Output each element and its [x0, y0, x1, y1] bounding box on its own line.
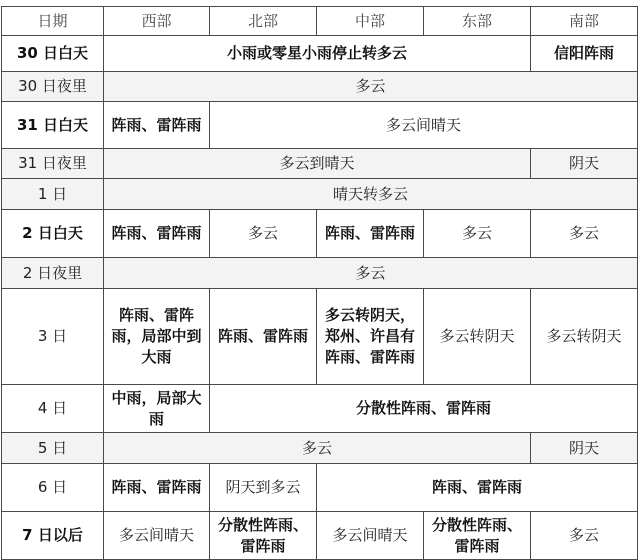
forecast-cell: 阴天: [531, 433, 638, 464]
forecast-cell: 分散性阵雨、雷阵雨: [210, 512, 317, 560]
forecast-cell: 多云转阴天，郑州、许昌有阵雨、雷阵雨: [317, 289, 424, 385]
forecast-cell: 阴天到多云: [210, 464, 317, 512]
forecast-cell: 分散性阵雨、雷阵雨: [424, 512, 531, 560]
table-row: [2, 512, 638, 560]
table-row: [2, 102, 638, 149]
forecast-cell: 阵雨、雷阵雨: [317, 210, 424, 258]
header-south: 南部: [531, 7, 638, 36]
forecast-cell: 阵雨、雷阵雨: [317, 464, 638, 512]
date-cell: 2 日白天: [2, 210, 104, 258]
forecast-cell: 多云: [424, 210, 531, 258]
date-cell: 30 日夜里: [2, 72, 104, 102]
date-cell: 6 日: [2, 464, 104, 512]
forecast-cell: 多云间晴天: [210, 102, 638, 149]
date-cell: 3 日: [2, 289, 104, 385]
forecast-cell: 多云: [210, 210, 317, 258]
table-row: [2, 464, 638, 512]
header-date: 日期: [2, 7, 104, 36]
forecast-cell: 多云转阴天: [424, 289, 531, 385]
forecast-cell: 阴天: [531, 149, 638, 179]
forecast-table-container: [1, 6, 638, 560]
forecast-cell: 阵雨、雷阵雨: [104, 102, 210, 149]
forecast-cell: 多云: [531, 512, 638, 560]
forecast-cell: 多云到晴天: [104, 149, 531, 179]
forecast-cell: 多云间晴天: [104, 512, 210, 560]
table-row: [2, 385, 638, 433]
table-row: [2, 179, 638, 210]
forecast-cell: 阵雨、雷阵雨: [104, 464, 210, 512]
forecast-cell: 中雨，局部大雨: [104, 385, 210, 433]
forecast-cell: 多云: [104, 258, 638, 289]
table-row: [2, 149, 638, 179]
header-west: 西部: [104, 7, 210, 36]
header-north: 北部: [210, 7, 317, 36]
table-row: [2, 72, 638, 102]
forecast-cell: 多云: [531, 210, 638, 258]
date-cell: 4 日: [2, 385, 104, 433]
table-row: [2, 433, 638, 464]
date-cell: 5 日: [2, 433, 104, 464]
forecast-cell: 多云转阴天: [531, 289, 638, 385]
table-row: [2, 210, 638, 258]
header-row: [2, 7, 638, 36]
forecast-cell: 多云: [104, 433, 531, 464]
forecast-cell: 多云: [104, 72, 638, 102]
date-cell: 31 日白天: [2, 102, 104, 149]
forecast-cell: 阵雨、雷阵雨，局部中到大雨: [104, 289, 210, 385]
date-cell: 30 日白天: [2, 36, 104, 72]
date-cell: 31 日夜里: [2, 149, 104, 179]
forecast-cell: 多云间晴天: [317, 512, 424, 560]
header-central: 中部: [317, 7, 424, 36]
date-cell: 7 日以后: [2, 512, 104, 560]
table-row: [2, 36, 638, 72]
forecast-cell: 小雨或零星小雨停止转多云: [104, 36, 531, 72]
table-row: [2, 289, 638, 385]
date-cell: 2 日夜里: [2, 258, 104, 289]
forecast-cell: 阵雨、雷阵雨: [210, 289, 317, 385]
forecast-cell: 分散性阵雨、雷阵雨: [210, 385, 638, 433]
forecast-cell: 信阳阵雨: [531, 36, 638, 72]
header-east: 东部: [424, 7, 531, 36]
forecast-cell: 晴天转多云: [104, 179, 638, 210]
date-cell: 1 日: [2, 179, 104, 210]
forecast-table: [1, 6, 638, 560]
forecast-cell: 阵雨、雷阵雨: [104, 210, 210, 258]
table-row: [2, 258, 638, 289]
